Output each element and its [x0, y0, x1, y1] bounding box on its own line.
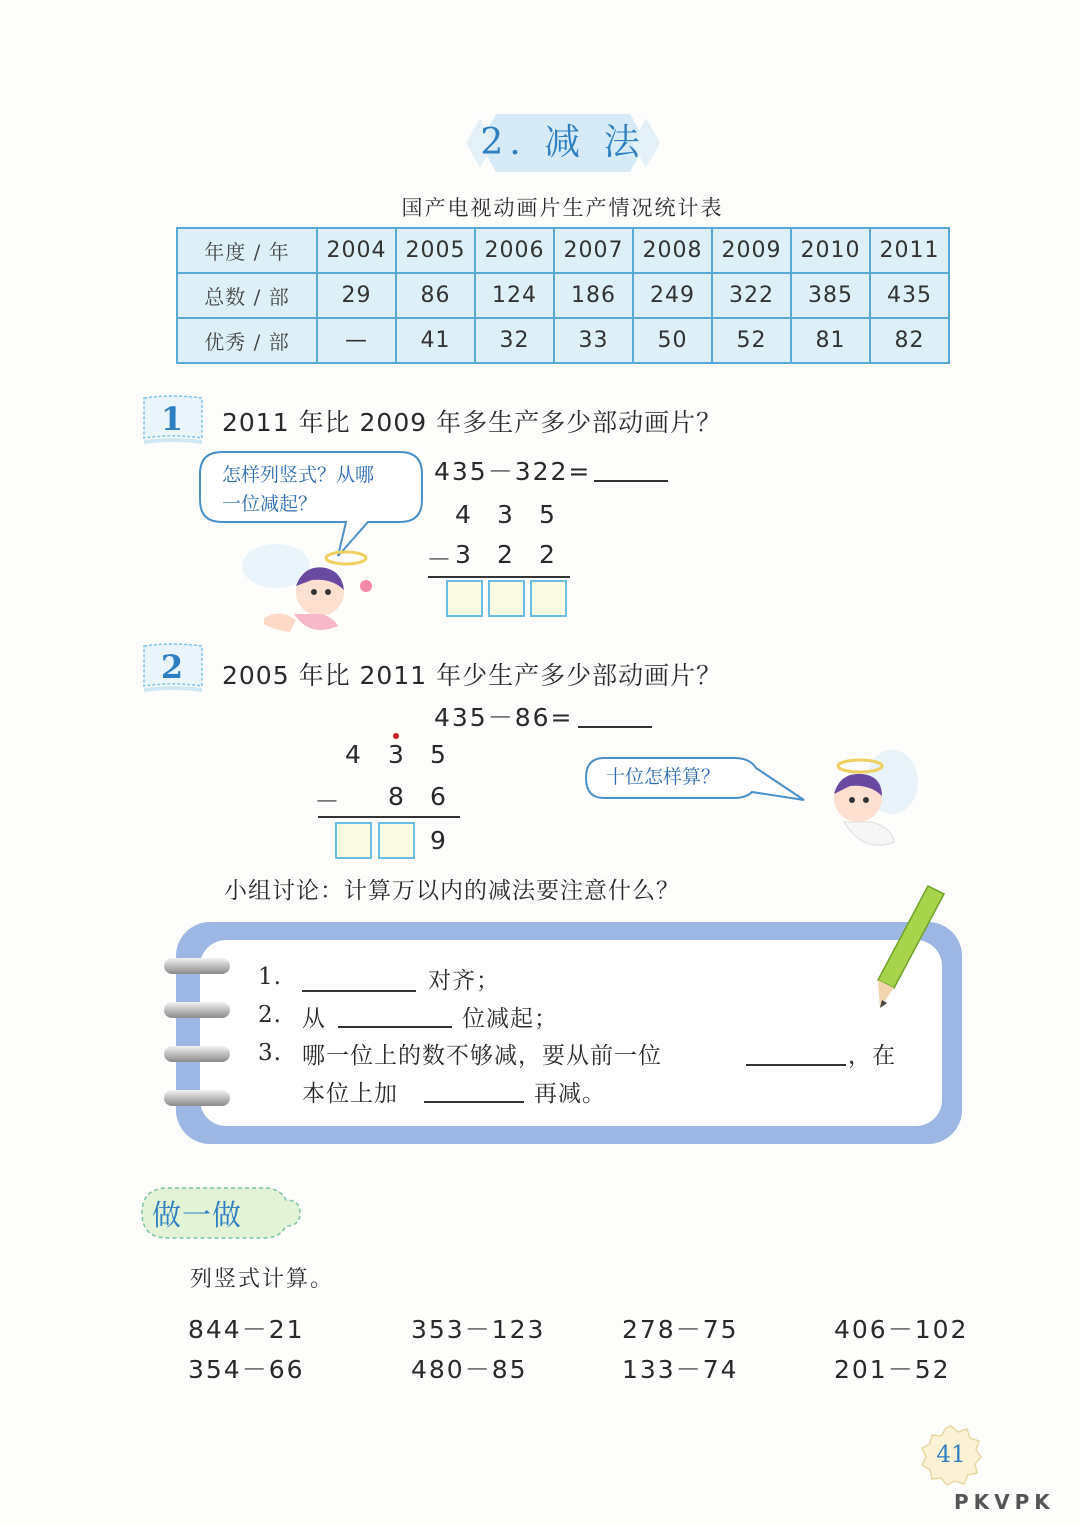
- practice-instruction: 列竖式计算。: [190, 1267, 335, 1292]
- row-header: 年度 / 年: [177, 228, 317, 273]
- table-cell: —: [317, 318, 396, 363]
- speech-bubble-1-line1: 怎样列竖式？从哪: [222, 464, 375, 486]
- fill-blank[interactable]: [302, 990, 416, 992]
- table-row-total: [177, 273, 949, 318]
- fill-blank[interactable]: [424, 1101, 524, 1103]
- answer-blank[interactable]: [594, 480, 668, 482]
- table-cell: 32: [475, 318, 554, 363]
- exercise: 844－21: [188, 1315, 305, 1344]
- example-number: 1: [160, 400, 184, 438]
- table-cell: 82: [870, 318, 949, 363]
- fill-blank[interactable]: [746, 1064, 846, 1066]
- digit: 2: [497, 540, 513, 569]
- table-row-excellent: [177, 318, 949, 363]
- note-item-2-prefix: 从: [302, 1006, 326, 1032]
- digit: 6: [430, 782, 446, 811]
- exercise: 354－66: [188, 1355, 305, 1384]
- table-cell: 186: [554, 273, 633, 318]
- table-cell: 322: [712, 273, 791, 318]
- note-item-3-line2-suffix: 再减。: [534, 1081, 606, 1107]
- table-cell: 2011: [870, 228, 949, 273]
- example-1-question: 2011 年比 2009 年多生产多少部动画片？: [222, 408, 723, 437]
- fill-blank[interactable]: [338, 1026, 452, 1028]
- example-2-equation: 435－86=: [434, 703, 574, 732]
- note-item-2-number: 2.: [258, 1002, 282, 1028]
- table-cell: 81: [791, 318, 870, 363]
- answer-box[interactable]: [530, 580, 567, 617]
- table-cell: 2004: [317, 228, 396, 273]
- watermark: PKVPK: [954, 1490, 1055, 1514]
- discussion-prompt: 小组讨论：计算万以内的减法要注意什么？: [224, 878, 680, 904]
- table-cell: 86: [396, 273, 475, 318]
- page-title: 2. 减 法: [480, 122, 646, 163]
- note-item-3-text: 哪一位上的数不够减，要从前一位: [302, 1043, 662, 1069]
- example-1-equation: 435－322=: [434, 457, 592, 486]
- note-item-2-suffix: 位减起；: [462, 1006, 558, 1032]
- note-item-3-tail: ，在: [848, 1043, 896, 1069]
- digit: 8: [388, 782, 404, 811]
- table-cell: 435: [870, 273, 949, 318]
- example-1-badge: [140, 394, 204, 446]
- table-cell: 249: [633, 273, 712, 318]
- answer-box[interactable]: [335, 822, 372, 859]
- note-item-1-text: 对齐；: [428, 968, 500, 994]
- digit: 5: [430, 740, 446, 769]
- table-cell: 385: [791, 273, 870, 318]
- angel-character-icon: [808, 742, 924, 860]
- minus-sign: －: [314, 787, 340, 816]
- practice-label: 做一做: [152, 1198, 243, 1232]
- calc-divider: [428, 576, 570, 578]
- table-cell: 2007: [554, 228, 633, 273]
- table-row-year: [177, 228, 949, 273]
- exercise: 406－102: [834, 1315, 969, 1344]
- spiral-ring: [164, 1090, 230, 1106]
- digit: 3: [388, 740, 404, 769]
- exercise: 353－123: [411, 1315, 546, 1344]
- speech-bubble-2-text: 十位怎样算？: [606, 766, 721, 788]
- spiral-ring: [164, 1002, 230, 1018]
- table-cell: 52: [712, 318, 791, 363]
- table-cell: 2009: [712, 228, 791, 273]
- digit: 5: [539, 500, 555, 529]
- digit: 3: [497, 500, 513, 529]
- table-cell: 50: [633, 318, 712, 363]
- digit: 4: [345, 740, 361, 769]
- result-digit: 9: [430, 826, 446, 855]
- table-cell: 2006: [475, 228, 554, 273]
- digit: 4: [455, 500, 471, 529]
- spiral-ring: [164, 1046, 230, 1062]
- angel-character-icon: [234, 528, 384, 642]
- table-cell: 2008: [633, 228, 712, 273]
- statistics-table: [176, 227, 950, 364]
- example-2-badge: [140, 642, 204, 694]
- pencil-icon: [868, 884, 948, 1014]
- table-cell: 2005: [396, 228, 475, 273]
- speech-bubble-1-line2: 一位减起？: [222, 493, 318, 515]
- table-caption: 国产电视动画片生产情况统计表: [401, 196, 724, 220]
- section-title-banner: [466, 110, 660, 176]
- borrow-dot: [393, 733, 399, 739]
- row-header: 优秀 / 部: [177, 318, 317, 363]
- exercise: 201－52: [834, 1355, 951, 1384]
- spiral-ring: [164, 958, 230, 974]
- table-cell: 41: [396, 318, 475, 363]
- table-cell: 33: [554, 318, 633, 363]
- digit: 2: [539, 540, 555, 569]
- calc-divider: [318, 816, 460, 818]
- answer-box[interactable]: [446, 580, 483, 617]
- example-2-question: 2005 年比 2011 年少生产多少部动画片？: [222, 661, 723, 690]
- page-number: 41: [936, 1442, 966, 1468]
- exercise: 133－74: [622, 1355, 739, 1384]
- row-header: 总数 / 部: [177, 273, 317, 318]
- digit: 3: [455, 540, 471, 569]
- exercise: 480－85: [411, 1355, 528, 1384]
- answer-box[interactable]: [488, 580, 525, 617]
- note-item-3-line2-prefix: 本位上加: [302, 1081, 398, 1107]
- answer-box[interactable]: [378, 822, 415, 859]
- note-item-1-number: 1.: [258, 964, 282, 990]
- example-number: 2: [160, 648, 184, 686]
- note-item-3-number: 3.: [258, 1040, 282, 1066]
- exercise: 278－75: [622, 1315, 739, 1344]
- table-cell: 29: [317, 273, 396, 318]
- answer-blank[interactable]: [578, 726, 652, 728]
- minus-sign: －: [426, 545, 452, 574]
- table-cell: 124: [475, 273, 554, 318]
- table-cell: 2010: [791, 228, 870, 273]
